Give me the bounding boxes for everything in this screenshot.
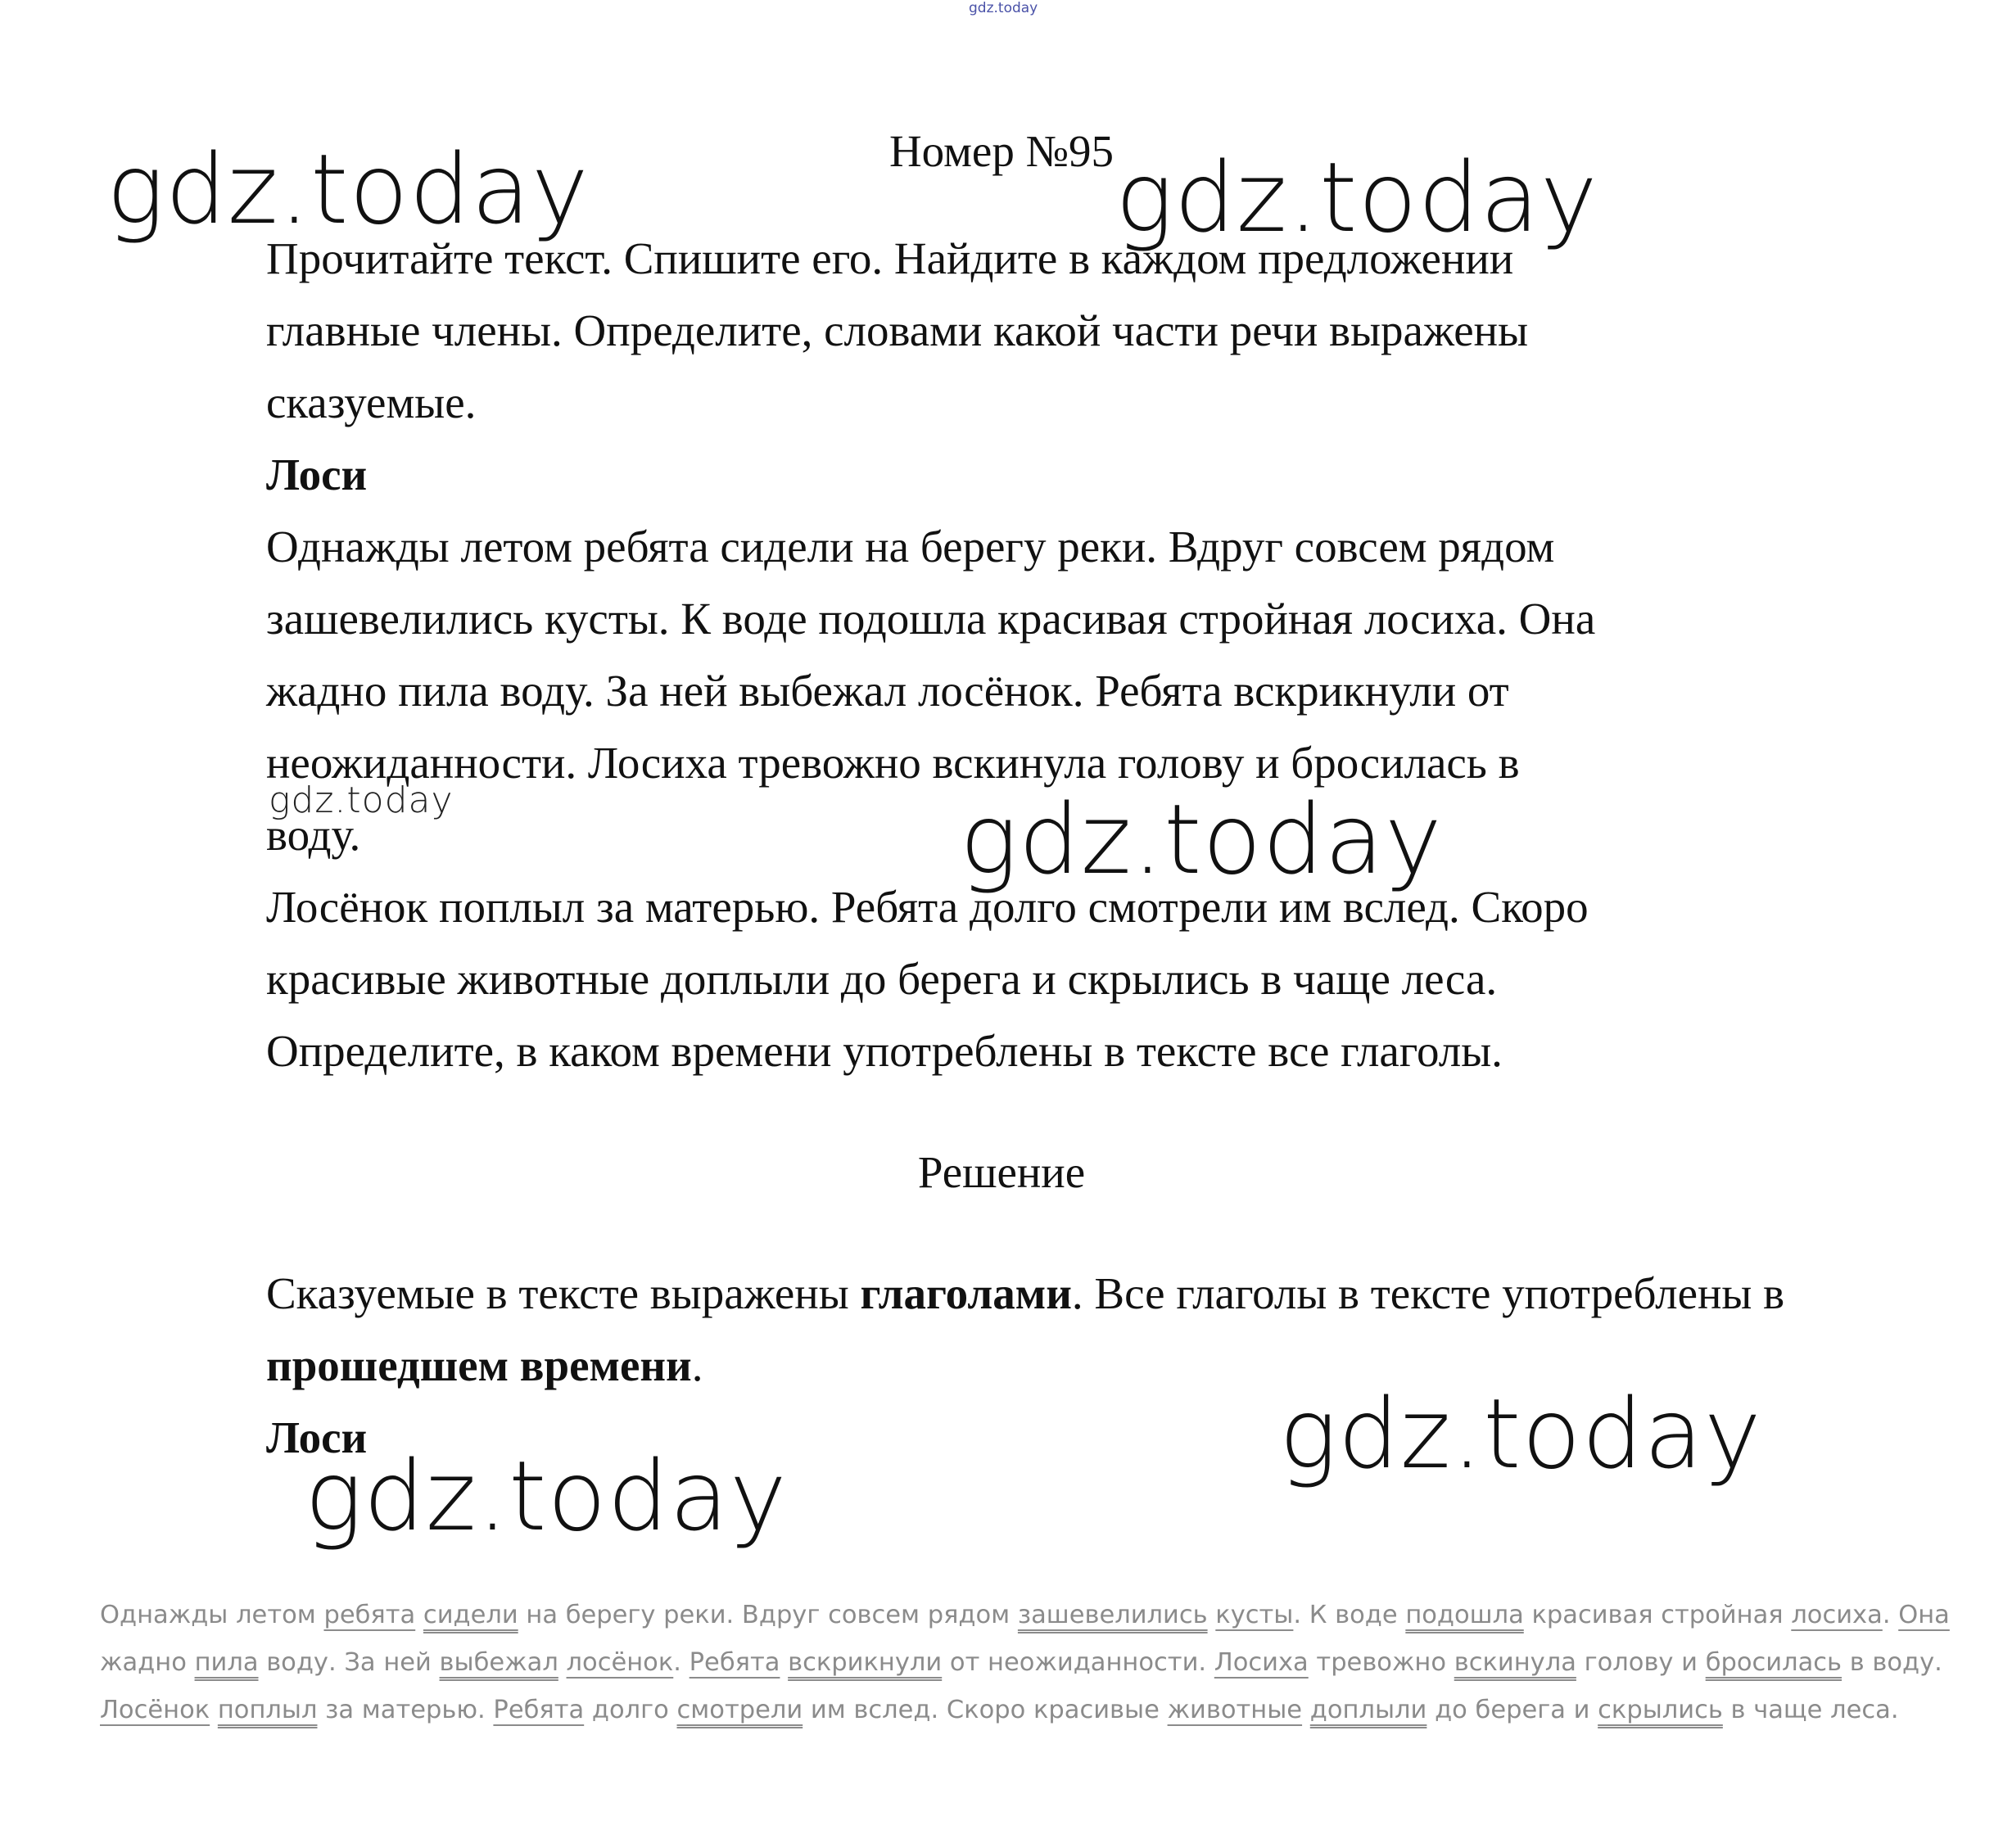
plain-text: красивая стройная	[1523, 1601, 1792, 1629]
predicate-word: доплыли	[1309, 1696, 1427, 1724]
plain-text: жадно	[100, 1648, 195, 1677]
plain-text: от неожиданности.	[942, 1648, 1214, 1677]
top-watermark: gdz.today	[969, 0, 1038, 16]
plain-text: до берега и	[1427, 1696, 1598, 1724]
predicate-word: вскинула	[1454, 1648, 1576, 1677]
plain-text: за матерью.	[317, 1696, 494, 1724]
subject-word: лосиха	[1791, 1601, 1883, 1629]
text-line: воду.	[266, 810, 361, 860]
subject-word: Ребята	[493, 1696, 585, 1724]
text-line: Лосёнок поплыл за матерью. Ребята долго смотрели им вслед. Скоро	[266, 882, 1589, 932]
watermark-logo: gdz.today	[1115, 141, 1598, 254]
plain-text: в воду.	[1842, 1648, 1942, 1677]
text-line: красивые животные доплыли до берега и скрылись в чаще леса.	[266, 954, 1498, 1004]
plain-text: им вслед. Скоро красивые	[803, 1696, 1168, 1724]
plain-text: на берегу реки. Вдруг совсем рядом	[518, 1601, 1018, 1629]
predicate-word: вскрикнули	[788, 1648, 943, 1677]
answer-text: Сказуемые в тексте выражены	[266, 1268, 861, 1318]
answer-text: . Все глаголы в тексте употреблены в	[1071, 1268, 1785, 1318]
plain-text: в чаще леса.	[1722, 1696, 1899, 1724]
answer-text: .	[691, 1340, 703, 1390]
text-line: зашевелились кусты. К воде подошла красивая стройная лосиха. Она	[266, 594, 1596, 644]
predicate-word: выбежал	[439, 1648, 558, 1677]
plain-text: . К воде	[1293, 1601, 1406, 1629]
plain-text: .	[1882, 1601, 1899, 1629]
plain-text	[780, 1648, 788, 1677]
plain-text: долго	[584, 1696, 677, 1724]
plain-text: воду. За ней	[258, 1648, 440, 1677]
plain-text: тревожно	[1308, 1648, 1454, 1677]
plain-text: Однажды летом	[100, 1601, 324, 1629]
subject-word: Ребята	[689, 1648, 780, 1677]
instruction-line: Прочитайте текст. Спишите его. Найдите в каждом предложении	[266, 233, 1514, 283]
predicate-word: поплыл	[217, 1696, 318, 1724]
plain-text	[415, 1601, 423, 1629]
plain-text	[1208, 1601, 1216, 1629]
text-line: жадно пила воду. За ней выбежал лосёнок. Ребята вскрикнули от	[266, 666, 1509, 716]
answer-bold: глаголами	[860, 1268, 1072, 1318]
task-number-title: Номер №95	[888, 126, 1115, 176]
solution-title: Решение	[917, 1147, 1086, 1197]
plain-text	[558, 1648, 567, 1677]
predicate-word: смотрели	[676, 1696, 803, 1724]
plain-text: голову и	[1576, 1648, 1706, 1677]
predicate-word: зашевелились	[1017, 1601, 1208, 1629]
predicate-word: бросилась	[1705, 1648, 1842, 1677]
sentence-analysis-image	[100, 1592, 1951, 1734]
predicate-word: скрылись	[1598, 1696, 1723, 1724]
subject-word: животные	[1167, 1696, 1303, 1724]
text-line: Определите, в каком времени употреблены в тексте все глаголы.	[266, 1026, 1503, 1076]
watermark-logo: gdz.today	[106, 133, 590, 246]
text-title: Лоси	[266, 450, 368, 499]
subject-word: Она	[1898, 1601, 1950, 1629]
text-line: Однажды летом ребята сидели на берегу реки. Вдруг совсем рядом	[266, 522, 1555, 572]
watermark-logo: gdz.today	[960, 783, 1443, 896]
watermark-logo: gdz.today	[305, 1439, 788, 1552]
solution-text-title: Лоси	[266, 1412, 368, 1462]
predicate-word: подошла	[1405, 1601, 1524, 1629]
subject-word: Лосёнок	[100, 1696, 210, 1724]
plain-text: .	[673, 1648, 690, 1677]
text-line: неожиданности. Лосиха тревожно вскинула голову и бросилась в	[266, 738, 1520, 788]
predicate-word: пила	[194, 1648, 259, 1677]
subject-word: лосёнок	[566, 1648, 674, 1677]
instruction-line: главные члены. Определите, словами какой части речи выражены	[266, 305, 1529, 355]
instruction-line: сказуемые.	[266, 377, 477, 427]
predicate-word: сидели	[423, 1601, 518, 1629]
subject-word: Лосиха	[1214, 1648, 1309, 1677]
plain-text	[1302, 1696, 1310, 1724]
watermark-logo-small: gdz.today	[269, 779, 454, 821]
subject-word: ребята	[323, 1601, 416, 1629]
answer-bold: прошедшем времени	[266, 1340, 692, 1390]
plain-text	[210, 1696, 218, 1724]
watermark-logo: gdz.today	[1279, 1377, 1762, 1490]
subject-word: кусты	[1215, 1601, 1294, 1629]
